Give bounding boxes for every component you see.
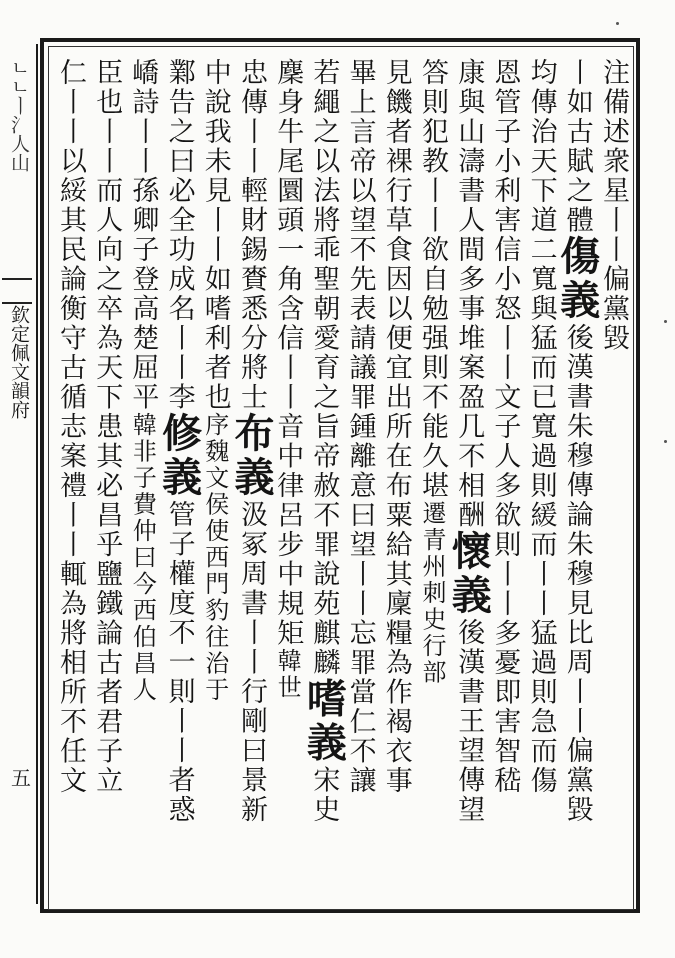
column-text: 序魏文侯使西門豹往治于: [200, 412, 229, 704]
text-column: [155, 58, 203, 825]
entry-heading: 布義: [228, 412, 275, 500]
text-column: [51, 58, 89, 796]
text-column: [228, 58, 275, 825]
column-text: 若繩之以法將乖聖朝愛育之旨帝赦不罪說苑麒麟: [308, 58, 340, 678]
text-column: [268, 58, 306, 701]
entry-heading: 修義: [155, 412, 203, 500]
column-text: 宋史: [308, 765, 340, 825]
column-text: 畢上言帝以望不先表請議罪鍾離意曰望丨丨忘罪當仁不讓: [344, 58, 376, 796]
gutter-rule: [36, 44, 38, 904]
column-text: 忠傳丨丨輕財錫賚悉分將士: [236, 58, 267, 412]
entry-heading: 懷義: [445, 530, 493, 618]
folio-number: 五: [11, 766, 31, 790]
text-column: [300, 58, 348, 825]
text-column: [413, 58, 451, 686]
column-text: 注備述衆星丨丨偏黨毀: [598, 58, 629, 353]
ink-speck: [664, 320, 667, 323]
text-column: [445, 58, 493, 825]
column-text: 嶠詩丨丨孫卿子登高楚屈平: [127, 58, 159, 412]
fishtail-mark: [2, 278, 32, 304]
ink-speck: [616, 22, 619, 25]
text-column: [196, 58, 234, 704]
margin-book-title: 欽定佩文韻府: [8, 305, 30, 419]
column-text: 後漢書王望傳望: [453, 618, 485, 825]
text-column: [485, 58, 523, 796]
column-text: 遷青州刺史行部: [418, 500, 446, 686]
column-text: 丨如古賦之體: [561, 58, 593, 235]
column-text: 臣也丨丨而人向之卒為天下患其必昌乎鹽鐵論古者君子立: [91, 58, 123, 796]
column-text: 汲冢周書丨丨行剛曰景新: [236, 500, 267, 825]
text-column: [553, 58, 601, 825]
column-text: 恩管子小利害信小怒丨丨文子人多欲則丨丨多憂即害智嵇: [489, 58, 521, 796]
text-column: [377, 58, 415, 796]
column-text: 見饑者裸行草食因以便宜出所在布粟給其廩糧為作褐衣事: [380, 58, 412, 796]
ink-speck: [664, 440, 667, 443]
text-column: [123, 58, 161, 704]
column-text: 仁丨丨以綏其民論衡守古循志案禮丨丨輒為將相所不任文: [55, 58, 86, 796]
column-text: 韓世: [273, 648, 302, 701]
column-text: 後漢書朱穆傳論朱穆見比周丨丨偏黨毀: [561, 323, 593, 825]
column-text: 鄴告之曰必全功成名丨丨李: [163, 58, 195, 412]
column-text: 答則犯教丨丨欲自勉强則不能久堪: [417, 58, 448, 501]
column-text: 麇身牛尾圜頭一角含信丨丨音中律呂步中規矩: [272, 58, 304, 648]
column-text: 康與山濤書人間多事堆案盈几不相酬: [453, 58, 485, 530]
column-text: 中說我未見丨丨如嗜利者也: [199, 58, 231, 412]
column-text: 均傳治天下道二寬與猛而已寬過則緩而丨丨猛過則急而傷: [525, 58, 557, 796]
entry-heading: 傷義: [553, 235, 601, 323]
text-column: [522, 58, 560, 796]
text-column: [87, 58, 125, 796]
margin-fragment-text: ㄴㄴㅣ氵人山: [8, 58, 30, 172]
column-text: 管子權度不一則丨丨者惑: [163, 500, 195, 825]
column-text: 韓非子費仲曰今西伯昌人: [128, 412, 157, 704]
entry-heading: 嗜義: [300, 677, 348, 766]
